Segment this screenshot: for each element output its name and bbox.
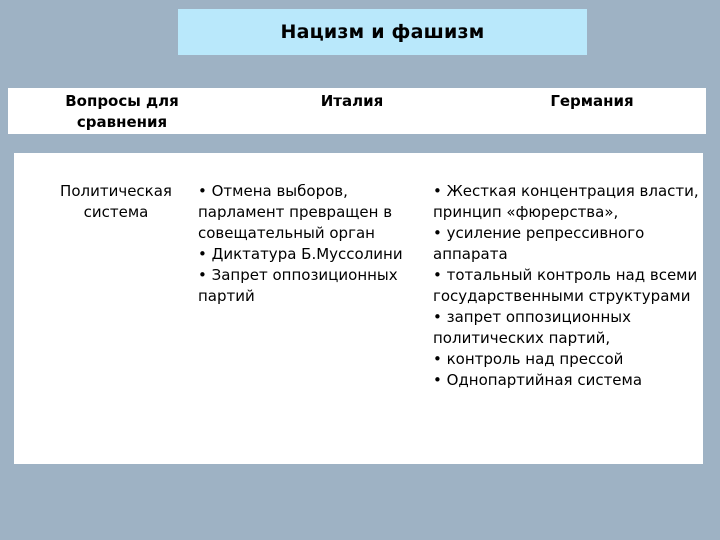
row-topic: Политическая система [60, 182, 172, 221]
list-item: • Диктатура Б.Муссолини [198, 245, 403, 263]
header-italy: Италия [320, 92, 384, 110]
list-item: • контроль над прессой [433, 350, 624, 368]
list-item: • Жесткая концентрация власти, принцип «фюрерства», [433, 182, 699, 221]
page-title: Нацизм и фашизм [280, 21, 485, 43]
title-banner [178, 9, 587, 55]
table-header-row [8, 88, 706, 134]
italy-list [198, 181, 416, 307]
list-item: • усиление репрессивного аппарата [433, 224, 645, 263]
list-item: • запрет оппозиционных политических партий, [433, 308, 632, 347]
header-questions: Вопросы для сравнения [65, 92, 179, 131]
header-germany: Германия [550, 92, 634, 110]
germany-list [433, 181, 701, 391]
list-item: • Запрет оппозиционных партий [198, 266, 398, 305]
list-item: • тотальный контроль над всеми государственными структурами [433, 266, 698, 305]
table-row [14, 153, 703, 464]
list-item: • Отмена выборов, парламент превращен в совещательный орган [198, 182, 393, 242]
list-item: • Однопартийная система [433, 371, 643, 389]
